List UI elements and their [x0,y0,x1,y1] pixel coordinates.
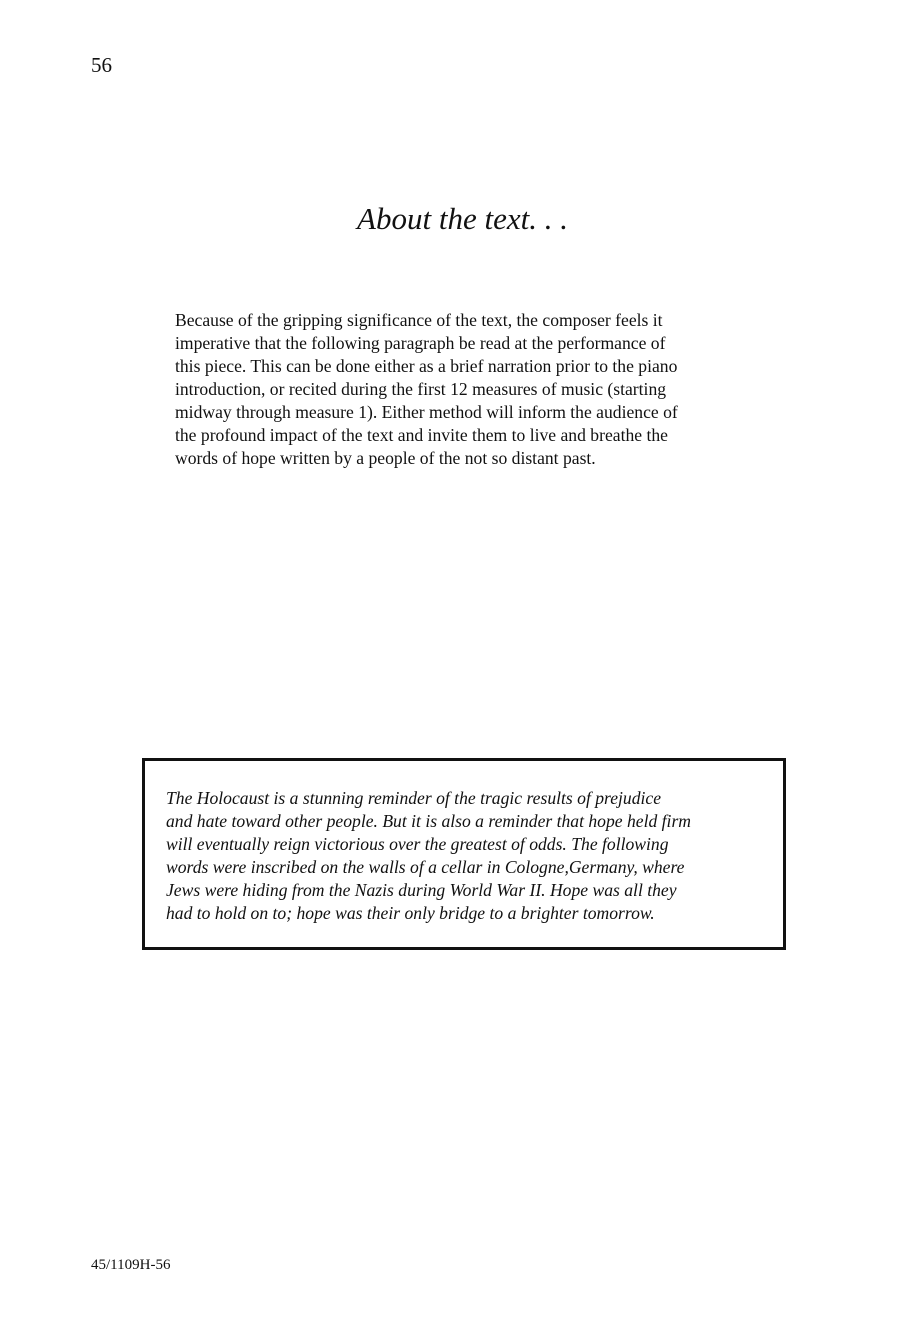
page-title: About the text. . . [357,201,568,236]
intro-line: words of hope written by a people of the not so distant past. [175,448,596,468]
intro-paragraph [175,309,775,470]
footer-catalog-code: 45/1109H-56 [91,1257,171,1273]
quote-line: Jews were hiding from the Nazis during World War II. Hope was all they [166,880,677,900]
intro-line: midway through measure 1). Either method will inform the audience of [175,402,678,422]
quote-line: had to hold on to; hope was their only bridge to a brighter tomorrow. [166,903,655,923]
intro-line: this piece. This can be done either as a brief narration prior to the piano [175,356,678,376]
intro-line: introduction, or recited during the first 12 measures of music (starting [175,379,667,399]
page-number: 56 [91,53,112,77]
quote-line: will eventually reign victorious over the greatest of odds. The following [166,834,669,854]
quote-line: words were inscribed on the walls of a cellar in Cologne,Germany, where [166,857,685,877]
quote-line: and hate toward other people. But it is also a reminder that hope held firm [166,811,692,831]
intro-line: the profound impact of the text and invite them to live and breathe the [175,425,668,445]
intro-line: Because of the gripping significance of the text, the composer feels it [175,310,663,330]
intro-line: imperative that the following paragraph be read at the performance of [175,333,666,353]
quote-paragraph [166,787,691,925]
quote-line: The Holocaust is a stunning reminder of the tragic results of prejudice [166,788,662,808]
quote-box [142,758,786,950]
